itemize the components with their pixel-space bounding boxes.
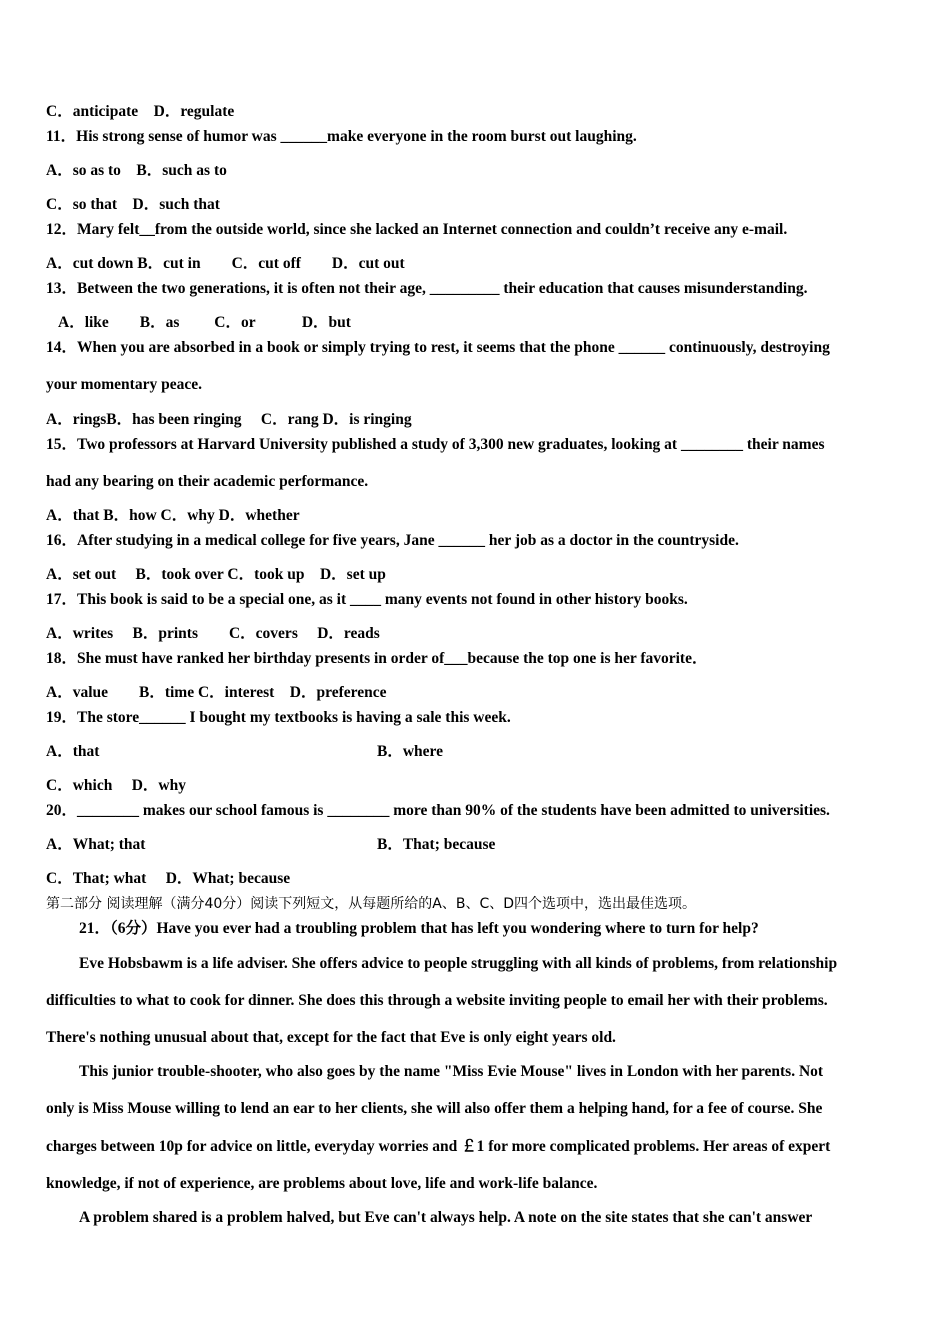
q15-options: A．that B．how C．why D．whether	[46, 507, 300, 524]
q11-options-cd: C．so that D．such that	[46, 196, 220, 213]
q20-option-a: A．What; that	[46, 836, 146, 853]
section2-heading: 第二部分 阅读理解（满分40分）阅读下列短文，从每题所给的A、B、C、D四个选项中，选出最佳选项。	[46, 896, 696, 912]
q20-options-cd: C．That; what D．What; because	[46, 870, 291, 887]
q12-options: A．cut down B．cut in C．cut off D．cut out	[46, 255, 405, 272]
q14-stem: 14．When you are absorbed in a book or simply trying to rest, it seems that the phone ______ continuously, destroying	[46, 339, 830, 356]
passage-p2-line1: This junior trouble-shooter, who also goes by the name "Miss Evie Mouse" lives in London with her parents. Not	[79, 1063, 824, 1080]
q15-stem: 15．Two professors at Harvard University published a study of 3,300 new graduates, looking at ________ their names	[46, 436, 825, 453]
passage-p1-line1: Eve Hobsbawm is a life adviser. She offers advice to people struggling with all kinds of problems, from relationship	[79, 955, 838, 972]
q19-option-b: B．where	[377, 743, 444, 760]
q19-stem: 19．The store______ I bought my textbooks is having a sale this week.	[46, 709, 511, 726]
q18-options: A．value B．time C．interest D．preference	[46, 684, 387, 701]
q14-options: A．ringsB．has been ringing C．rang D．is ringing	[46, 411, 412, 428]
q13-options: A．like B．as C．or D．but	[58, 314, 351, 331]
passage-p3-line1: A problem shared is a problem halved, but Eve can't always help. A note on the site states that she can't answer	[79, 1209, 813, 1226]
passage-p2-line3: charges between 10p for advice on little, everyday worries and ￡1 for more complicated problems. Her areas of expert	[46, 1138, 831, 1155]
passage-p2-line4: knowledge, if not of experience, are problems about love, life and work-life balance.	[46, 1175, 598, 1192]
q11-options-ab: A．so as to B．such as to	[46, 162, 227, 179]
q19-options-cd: C．which D．why	[46, 777, 186, 794]
q20-stem: 20．________ makes our school famous is ________ more than 90% of the students have been admitted to universities.	[46, 802, 830, 819]
q16-options: A．set out B．took over C．took up D．set up	[46, 566, 386, 583]
passage-p2-line2: only is Miss Mouse willing to lend an ear to her clients, she will also offer them a helping hand, for a fee of course. She	[46, 1100, 823, 1117]
q18-stem: 18．She must have ranked her birthday presents in order of___because the top one is her favorite．	[46, 650, 708, 667]
q19-option-a: A．that	[46, 743, 100, 760]
q10-options-cd: C．anticipate D．regulate	[46, 103, 235, 120]
q21-intro: 21．（6分）Have you ever had a troubling problem that has left you wondering where to turn for help?	[79, 920, 759, 937]
passage-p1-line2: difficulties to what to cook for dinner. She does this through a website inviting people to email her with their problems.	[46, 992, 828, 1009]
q17-options: A．writes B．prints C．covers D．reads	[46, 625, 380, 642]
q20-option-b: B．That; because	[377, 836, 496, 853]
q12-stem: 12．Mary felt__from the outside world, since she lacked an Internet connection and couldn’t receive any e-mail.	[46, 221, 788, 238]
passage-p1-line3: There's nothing unusual about that, except for the fact that Eve is only eight years old.	[46, 1029, 616, 1046]
q13-stem: 13．Between the two generations, it is often not their age, _________ their education that causes misunderstanding.	[46, 280, 808, 297]
q15-stem-cont: had any bearing on their academic performance.	[46, 473, 369, 490]
q17-stem: 17．This book is said to be a special one, as it ____ many events not found in other history books.	[46, 591, 688, 608]
q16-stem: 16．After studying in a medical college for five years, Jane ______ her job as a doctor in the countryside.	[46, 532, 739, 549]
q11-stem: 11．His strong sense of humor was ______make everyone in the room burst out laughing.	[46, 128, 637, 145]
q14-stem-cont: your momentary peace.	[46, 376, 202, 393]
